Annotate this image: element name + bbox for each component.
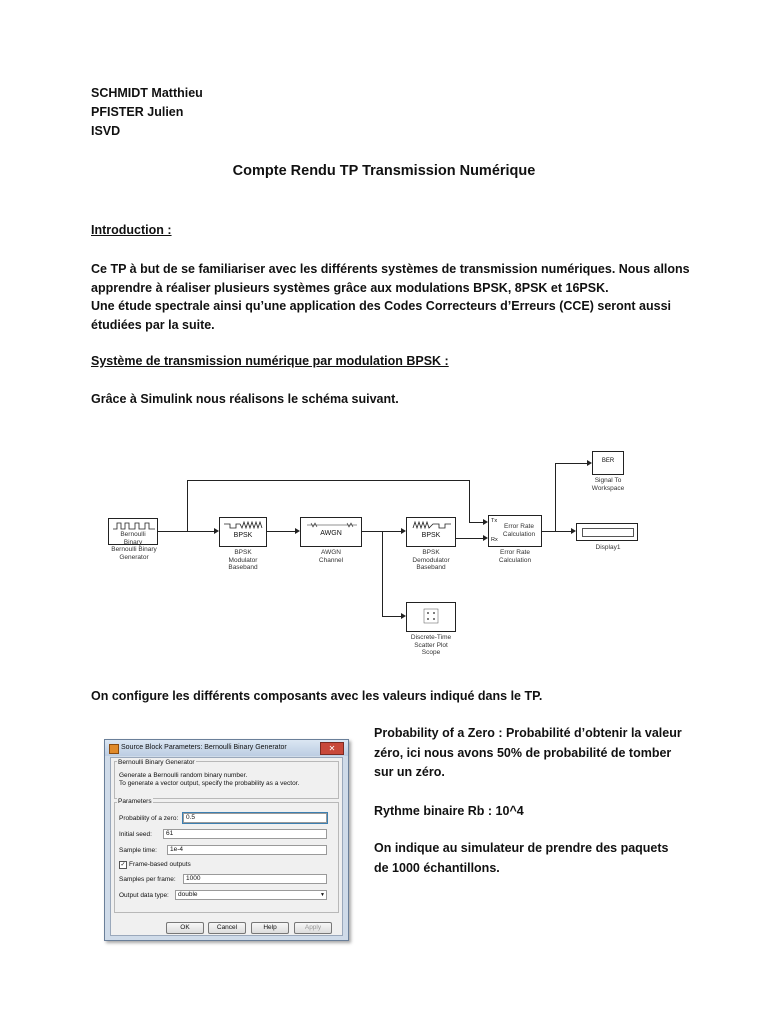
samples-per-frame-label: Samples per frame: — [119, 876, 176, 883]
wire — [469, 522, 483, 523]
wire — [456, 538, 483, 539]
noise-icon — [303, 520, 361, 530]
description-line-2: To generate a vector output, specify the probability as a vector. — [119, 780, 300, 787]
intro-line: Ce TP à but de se familiariser avec les différents systèmes de transmission numériques. Nous allons — [91, 262, 690, 276]
wire — [267, 531, 295, 532]
ok-button[interactable]: OK — [166, 922, 204, 934]
arrow-head — [587, 460, 592, 466]
bpsk-text: Grâce à Simulink nous réalisons le schéma suivant. — [91, 392, 399, 406]
samples-per-frame-input[interactable]: 1000 — [183, 874, 327, 884]
wire — [187, 480, 469, 481]
awgn-label: AWGN Channel — [318, 549, 344, 564]
intro-paragraph — [91, 260, 691, 334]
awgn-block — [300, 517, 362, 547]
bpsk-demodulator-block — [406, 517, 456, 547]
intro-line: étudiées par la suite. — [91, 317, 215, 332]
bpsk-demod-inner: BPSK — [421, 532, 441, 539]
intro-line: Une étude spectrale ainsi qu’une application des Codes Correcteurs d’Erreurs (CCE) seront aussi — [91, 299, 672, 313]
output-data-type-value: double — [178, 891, 198, 898]
bpsk-heading: Système de transmission numérique par modulation BPSK : — [91, 354, 449, 368]
dialog-titlebar — [105, 740, 348, 756]
arrow-head — [571, 528, 576, 534]
scatter-plot-label: Discrete-Time Scatter Plot Scope — [410, 634, 452, 656]
display-block — [576, 523, 638, 541]
author-1: SCHMIDT Matthieu — [91, 86, 203, 100]
block-name: Bernoulli Binary Generator — [118, 759, 195, 766]
wire — [187, 480, 188, 532]
bitrate-note: Rythme binaire Rb : 10^4 — [374, 804, 524, 818]
intro-heading: Introduction : — [91, 223, 172, 237]
arrow-head — [483, 519, 488, 525]
frame-based-label: Frame-based outputs — [129, 861, 191, 868]
description-line-1: Generate a Bernoulli random binary number. — [119, 772, 248, 779]
awgn-inner: AWGN — [320, 530, 342, 537]
bernoulli-inner-label: Bernoulli Binary — [120, 531, 146, 546]
display-screen — [582, 528, 634, 537]
intro-line: apprendre à réaliser plusieurs systèmes grâce aux modulations BPSK, 8PSK et 16PSK. — [91, 280, 609, 295]
simulink-diagram — [100, 445, 660, 695]
bpsk-mod-label: BPSK Modulator Baseband — [228, 549, 258, 571]
sample-time-input[interactable]: 1e-4 — [167, 845, 327, 855]
help-button[interactable]: Help — [251, 922, 289, 934]
cancel-button[interactable]: Cancel — [208, 922, 246, 934]
wire — [158, 531, 214, 532]
modulation-wave-icon — [222, 520, 266, 530]
probability-zero-input[interactable]: 0.5 — [183, 813, 327, 823]
ber-inner: BER — [601, 458, 615, 464]
wire — [382, 531, 383, 617]
scatter-icon — [408, 604, 454, 630]
error-rate-block — [488, 515, 542, 547]
arrow-head — [401, 528, 406, 534]
port-tx-label: Tx — [491, 518, 498, 524]
port-rx-label: Rx — [491, 537, 498, 543]
parameters-label: Parameters — [118, 798, 152, 805]
arrow-head — [401, 613, 406, 619]
demodulation-wave-icon — [409, 520, 455, 530]
close-button[interactable]: ✕ — [320, 742, 344, 755]
wire — [555, 463, 587, 464]
bpsk-modulator-block — [219, 517, 267, 547]
sample-time-label: Sample time: — [119, 847, 157, 854]
seed-label: Initial seed: — [119, 831, 152, 838]
error-rate-label: Error Rate Calculation — [498, 549, 532, 564]
signal-to-workspace-block — [592, 451, 624, 475]
scatter-plot-block — [406, 602, 456, 632]
wire — [542, 531, 571, 532]
apply-button[interactable]: Apply — [294, 922, 332, 934]
note-line: zéro, ici nous avons 50% de probabilité de tomber — [374, 745, 672, 760]
block-parameters-dialog — [104, 739, 349, 941]
note-line: sur un zéro. — [374, 765, 445, 779]
prob-label: Probability of a zero: — [119, 815, 179, 822]
frame-based-checkbox[interactable]: ✓ — [120, 862, 126, 868]
packets-notes — [374, 839, 714, 878]
arrow-head — [483, 535, 488, 541]
arrow-head — [295, 528, 300, 534]
dialog-body — [110, 757, 343, 936]
document-title: Compte Rendu TP Transmission Numérique — [232, 163, 536, 179]
output-data-type-select[interactable] — [175, 890, 327, 900]
bpsk-demod-label: BPSK Demodulator Baseband — [412, 549, 450, 571]
pulse-wave-icon — [111, 521, 157, 531]
dialog-title: Source Block Parameters: Bernoulli Binary Generator — [121, 744, 287, 751]
probability-notes — [374, 724, 714, 783]
arrow-head — [214, 528, 219, 534]
error-rate-inner: Error Rate Calculation — [502, 523, 536, 538]
bernoulli-block — [108, 518, 158, 545]
wire — [382, 616, 401, 617]
wire — [469, 480, 470, 523]
display-label: Display1 — [595, 544, 621, 551]
initial-seed-input[interactable]: 61 — [163, 829, 327, 839]
config-text: On configure les différents composants avec les valeurs indiqué dans le TP. — [91, 689, 543, 703]
note-line: Probability of a Zero : Probabilité d’obtenir la valeur — [374, 726, 682, 740]
note-line: de 1000 échantillons. — [374, 860, 500, 875]
chevron-down-icon: ▼ — [320, 892, 325, 898]
wire — [555, 463, 556, 532]
output-type-label: Output data type: — [119, 892, 169, 899]
signal-to-workspace-label: Signal To Workspace — [591, 477, 625, 492]
bernoulli-label: Bernoulli Binary Generator — [111, 546, 157, 561]
bpsk-mod-inner: BPSK — [233, 532, 253, 539]
author-2: PFISTER Julien — [91, 105, 184, 119]
program-name: ISVD — [91, 124, 121, 138]
matlab-icon — [109, 744, 119, 754]
note-line: On indique au simulateur de prendre des paquets — [374, 841, 669, 855]
